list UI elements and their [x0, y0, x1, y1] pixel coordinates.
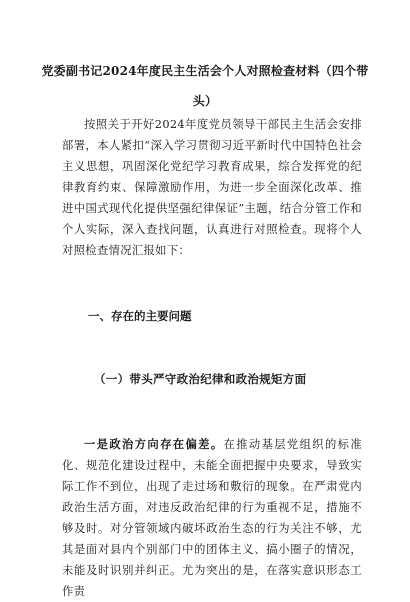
paragraph-text: 在推动基层党组织的标准化、规范化建设过程中，未能全面把握中央要求，导致实际工作不到位，出现了走过场和敷衍的现象。在严肃党内政治生活方面，对违反政治纪律的行为重视不足，措施不够及时。对分管领域内破坏政治生态的行为关注不够，尤其是面对县内个别部门中的团体主义、搞小圈子的情况，未能及时识别并纠正。尤为突出的是，在落实意识形态工作责	[62, 438, 362, 598]
section-heading: 一、存在的主要问题	[88, 309, 192, 323]
document-title: 党委副书记2024年度民主生活会个人对照检查材料（四个带头）	[41, 64, 369, 108]
subsection-heading: （一）带头严守政治纪律和政治规矩方面	[94, 372, 307, 386]
body-paragraph	[62, 434, 362, 602]
intro-paragraph: 按照关于开好2024年度党员领导干部民主生活会安排部署，本人紧扣“深入学习贯彻习近平新时代中国特色社会主义思想，巩固深化党纪学习教育成果，综合发挥党的纪律教育约束、保障激励作用，为进一步全面深化改革、推进中国式现代化提供坚强纪律保证”主题，结合分管工作和个人实际，深入查找问题，认真进行对照检查。现将个人对照检查情况汇报如下：	[62, 118, 362, 257]
paragraph-lead: 一是政治方向存在偏差。	[84, 437, 224, 451]
